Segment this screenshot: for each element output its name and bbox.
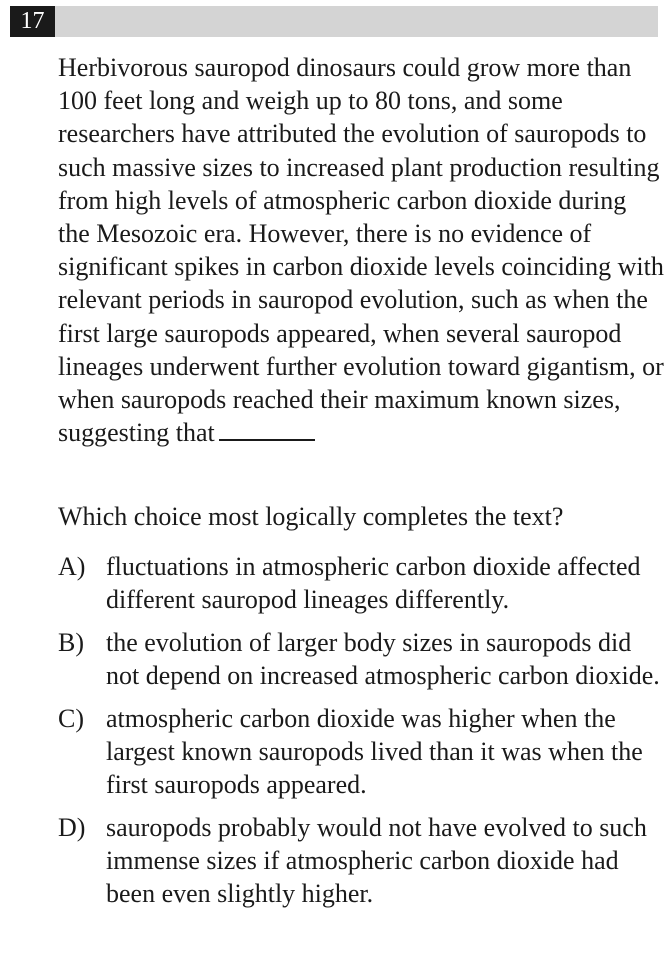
choice-text: sauropods probably would not have evolved to such immense sizes if atmospheric carbon dioxide had been even slightly higher.: [106, 813, 647, 908]
choice-d[interactable]: [58, 811, 664, 910]
passage-text: [58, 51, 664, 449]
choice-letter: C): [58, 704, 84, 733]
choice-letter: B): [58, 628, 84, 657]
answer-blank: [219, 439, 315, 441]
choice-text: the evolution of larger body sizes in sauropods did not depend on increased atmospheric carbon dioxide.: [106, 628, 660, 690]
question-number: 17: [10, 6, 55, 37]
answer-choices: [58, 550, 664, 920]
choice-b[interactable]: [58, 626, 664, 692]
passage-body: Herbivorous sauropod dinosaurs could grow more than 100 feet long and weigh up to 80 tons, and some researchers have attributed the evolution of sauropods to such massive sizes to increased plant production resulting from high levels of atmospheric carbon dioxide during the Mesozoic era. However, there is no evidence of significant spikes in carbon dioxide levels coinciding with relevant periods in sauropod evolution, such as when the first large sauropods appeared, when several sauropod lineages underwent further evolution toward gigantism, or when sauropods reached their maximum known sizes, suggesting that: [58, 53, 664, 448]
choice-text: atmospheric carbon dioxide was higher when the largest known sauropods lived than it was when the first sauropods appeared.: [106, 704, 643, 799]
question-header-bar: [10, 6, 658, 37]
choice-text: fluctuations in atmospheric carbon dioxide affected different sauropod lineages differently.: [106, 552, 641, 614]
choice-letter: D): [58, 813, 86, 842]
choice-c[interactable]: [58, 702, 664, 801]
choice-letter: A): [58, 552, 86, 581]
choice-a[interactable]: [58, 550, 664, 616]
question-prompt: Which choice most logically completes the text?: [58, 502, 564, 531]
